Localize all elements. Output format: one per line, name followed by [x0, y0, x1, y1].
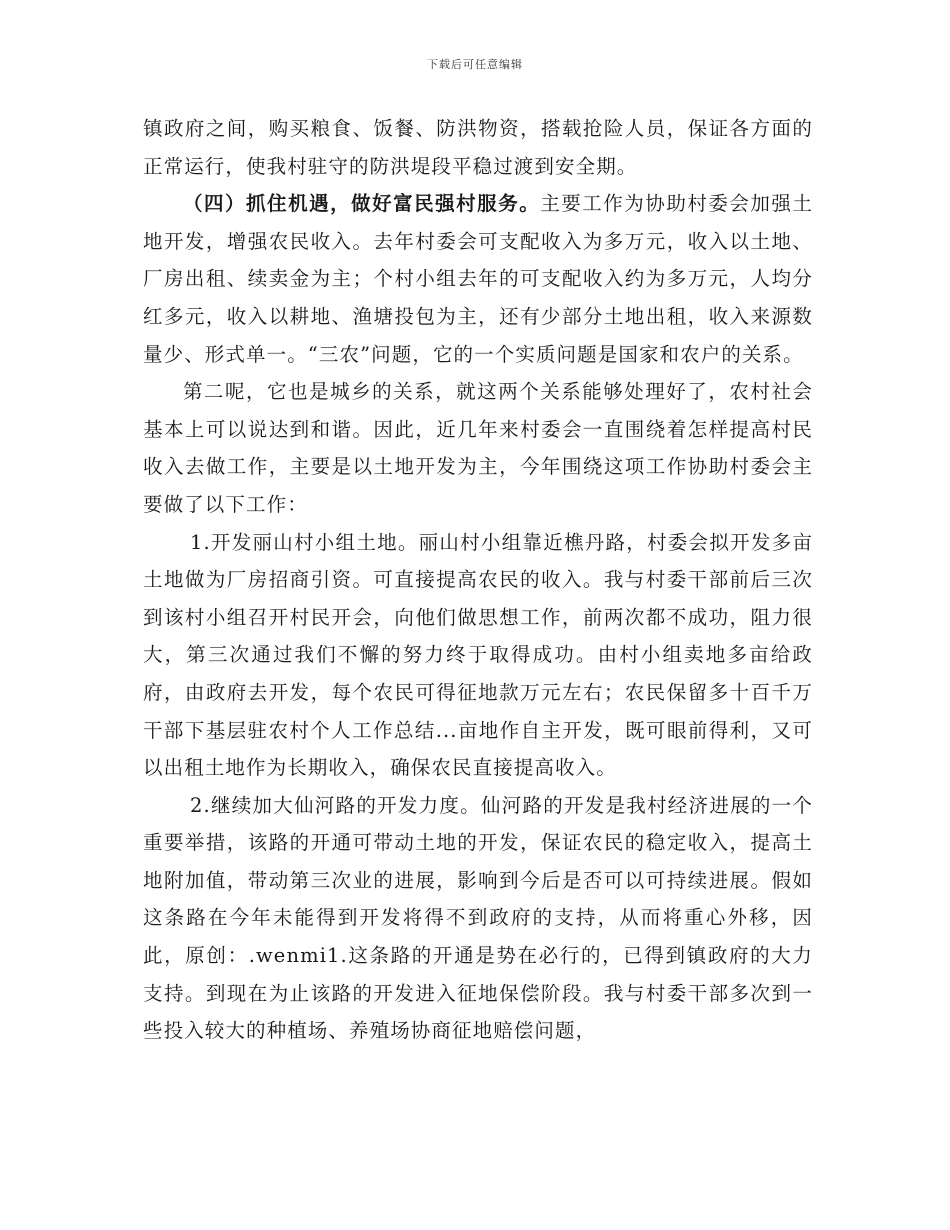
paragraph-2: [143, 185, 813, 373]
paragraph-2-body: 主要工作为协助村委会加强土地开发，增强农民收入。去年村委会可支配收入为多万元，收入以土地、厂房出租、续卖金为主；个村小组去年的可支配收入约为多万元，人均分红多元，收入以耕地、渔塘投包为主，还有少部分土地出租，收入来源数量少、形式单一。“三农”问题，它的一个实质问题是国家和农户的关系。: [143, 192, 813, 366]
paragraph-3: 第二呢，它也是城乡的关系，就这两个关系能够处理好了，农村社会基本上可以说达到和谐。因此，近几年来村委会一直围绕着怎样提高村民收入去做工作，主要是以土地开发为主，今年围绕这项工作协助村委会主要做了以下工作：: [143, 380, 813, 516]
paragraph-4: 1.开发丽山村小组土地。丽山村小组靠近樵丹路，村委会拟开发多亩土地做为厂房招商引资。可直接提高农民的收入。我与村委干部前后三次到该村小组召开村民开会，向他们做思想工作，前两次都不成功，阻力很大，第三次通过我们不懈的努力终于取得成功。由村小组卖地多亩给政府，由政府去开发，每个农民可得征地款万元左右；农民保留多十百千万干部下基层驻农村个人工作总结...亩地作自主开发，既可眼前得利，又可以出租土地作为长期收入，确保农民直接提高收入。: [143, 530, 813, 780]
section-heading: （四）抓住机遇，做好富民强村服务。: [183, 192, 541, 216]
paragraph-1: 镇政府之间，购买粮食、饭餐、防洪物资，搭载抢险人员，保证各方面的正常运行，使我村驻守的防洪堤段平稳过渡到安全期。: [143, 117, 813, 178]
document-body: [143, 110, 813, 1050]
page-header-note: 下载后可任意编辑: [427, 58, 523, 71]
paragraph-5: 2.继续加大仙河路的开发力度。仙河路的开发是我村经济进展的一个重要举措，该路的开通可带动土地的开发，保证农民的稳定收入，提高土地附加值，带动第三次业的进展，影响到今后是否可以可持续进展。假如这条路在今年未能得到开发将得不到政府的支持，从而将重心外移，因此，原创：.wenmi1.这条路的开通是势在必行的，已得到镇政府的大力支持。到现在为止该路的开发进入征地保偿阶段。我与村委干部多次到一些投入较大的种植场、养殖场协商征地赔偿问题，: [143, 793, 813, 1043]
